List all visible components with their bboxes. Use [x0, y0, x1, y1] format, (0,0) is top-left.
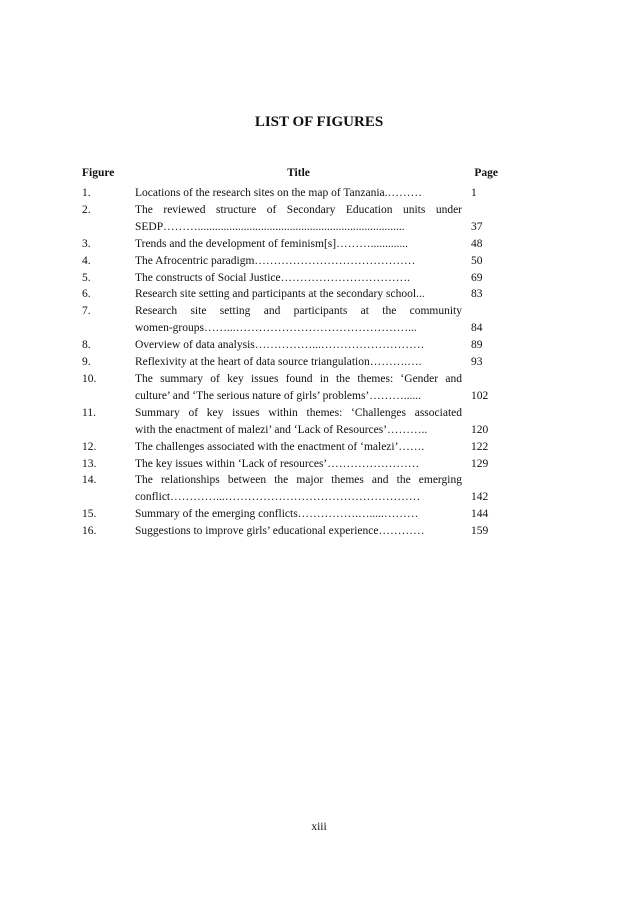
figure-title-line: Reflexivity at the heart of data source triangulation……….….: [135, 356, 422, 369]
figure-page-number: 48: [471, 237, 483, 250]
figure-entry: [82, 456, 498, 473]
figure-number: 16.: [82, 525, 97, 538]
figure-title: [135, 270, 462, 287]
figure-title-line: Suggestions to improve girls’ educational experience…………: [135, 525, 425, 538]
figure-title-line: The relationships between the major themes and the emerging: [135, 474, 462, 487]
figure-number: 13.: [82, 457, 97, 470]
figure-number: 10.: [82, 372, 97, 385]
figure-title: [135, 439, 462, 456]
figure-title: [135, 303, 462, 337]
title-column-header: Title: [287, 167, 310, 179]
figure-entry: [82, 439, 498, 456]
figure-title-line: The constructs of Social Justice…………………………….: [135, 271, 411, 284]
figure-page-number: 102: [471, 389, 489, 402]
figure-title-line: Research site setting and participants at the community: [135, 305, 462, 318]
figure-title-line: The Afrocentric paradigm……………………………………: [135, 254, 416, 267]
figure-page-number: 89: [471, 339, 483, 352]
figure-entry: [82, 506, 498, 523]
figure-number: 14.: [82, 474, 97, 487]
figure-title: [135, 202, 462, 236]
figure-page-number: 120: [471, 423, 489, 436]
figure-page-number: 50: [471, 254, 483, 267]
figure-page-number: 1: [471, 187, 477, 199]
page-title: LIST OF FIGURES: [254, 114, 384, 130]
figure-title-line: Overview of data analysis……………...………………………: [135, 339, 425, 352]
figure-title: [135, 506, 462, 523]
figure-entry: [82, 523, 498, 540]
figure-title: [135, 371, 462, 405]
figure-title: [135, 236, 462, 253]
figure-entry: [82, 270, 498, 287]
page-number: xiii: [311, 821, 327, 833]
figure-number: 11.: [82, 406, 96, 419]
figure-number: 8.: [82, 339, 91, 352]
figure-title-line: The reviewed structure of Secondary Education units under: [135, 203, 462, 216]
figure-page-number: 69: [471, 271, 483, 284]
figure-title: [135, 523, 462, 540]
figure-title: [135, 354, 462, 371]
figure-entry: [82, 303, 498, 337]
figure-title-line: Research site setting and participants at the secondary school...: [135, 288, 425, 301]
figure-entry: [82, 286, 498, 303]
figure-list: [82, 185, 498, 540]
figure-number: 4.: [82, 254, 91, 267]
figure-title: [135, 286, 462, 303]
figure-page-number: 37: [471, 220, 483, 233]
table-header: [82, 165, 498, 181]
figure-page-number: 122: [471, 440, 489, 453]
figure-page-number: 129: [471, 457, 489, 470]
figure-title: [135, 337, 462, 354]
page-column-header: Page: [474, 167, 498, 179]
figure-page-number: 142: [471, 491, 489, 504]
figure-title-line: The challenges associated with the enactment of ‘malezi’…….: [135, 440, 425, 453]
figure-number: 12.: [82, 440, 97, 453]
figure-number: 15.: [82, 508, 97, 521]
figure-entry: [82, 236, 498, 253]
figure-title: [135, 405, 462, 439]
figure-entry: [82, 202, 498, 236]
figure-entry: [82, 185, 498, 202]
figure-title-line: Trends and the development of feminism[s]……….............: [135, 237, 408, 250]
figure-title: [135, 253, 462, 270]
figure-page-number: 144: [471, 508, 489, 521]
figure-page-number: 93: [471, 356, 483, 369]
figure-entry: [82, 371, 498, 405]
figure-title-line: Locations of the research sites on the map of Tanzania.………: [135, 187, 423, 199]
figure-entry: [82, 472, 498, 506]
figure-title: [135, 456, 462, 473]
figure-title-line: Summary of key issues within themes: ‘Challenges associated: [135, 406, 462, 419]
figure-title-line: SEDP………........................................................................: [135, 220, 405, 233]
figure-page-number: 159: [471, 525, 489, 538]
figure-number: 7.: [82, 305, 91, 318]
figure-title-line: The key issues within ‘Lack of resources’……………………: [135, 457, 420, 470]
figure-number: 1.: [82, 187, 91, 199]
figure-title: [135, 185, 462, 202]
figure-title-line: culture’ and ‘The serious nature of girls’ problems’………......: [135, 389, 422, 402]
figure-title: [135, 472, 462, 506]
figure-title-line: women-groups……...………………………………………...: [135, 322, 417, 335]
figure-title-line: The summary of key issues found in the themes: ‘Gender and: [135, 372, 462, 385]
figure-entry: [82, 405, 498, 439]
figure-page-number: 83: [471, 288, 483, 301]
figure-title-line: conflict…………...……………………………………………: [135, 491, 421, 504]
figure-entry: [82, 253, 498, 270]
figure-title-line: Summary of the emerging conflicts…………….….....………: [135, 508, 419, 521]
figure-number: 5.: [82, 271, 91, 284]
figure-entry: [82, 337, 498, 354]
figure-number: 2.: [82, 203, 91, 216]
figure-title-line: with the enactment of malezi’ and ‘Lack of Resources’………..: [135, 423, 428, 436]
figure-entry: [82, 354, 498, 371]
figure-page-number: 84: [471, 322, 483, 335]
figure-number: 9.: [82, 356, 91, 369]
figure-column-header: Figure: [82, 167, 115, 179]
figure-number: 6.: [82, 288, 91, 301]
figure-number: 3.: [82, 237, 91, 250]
